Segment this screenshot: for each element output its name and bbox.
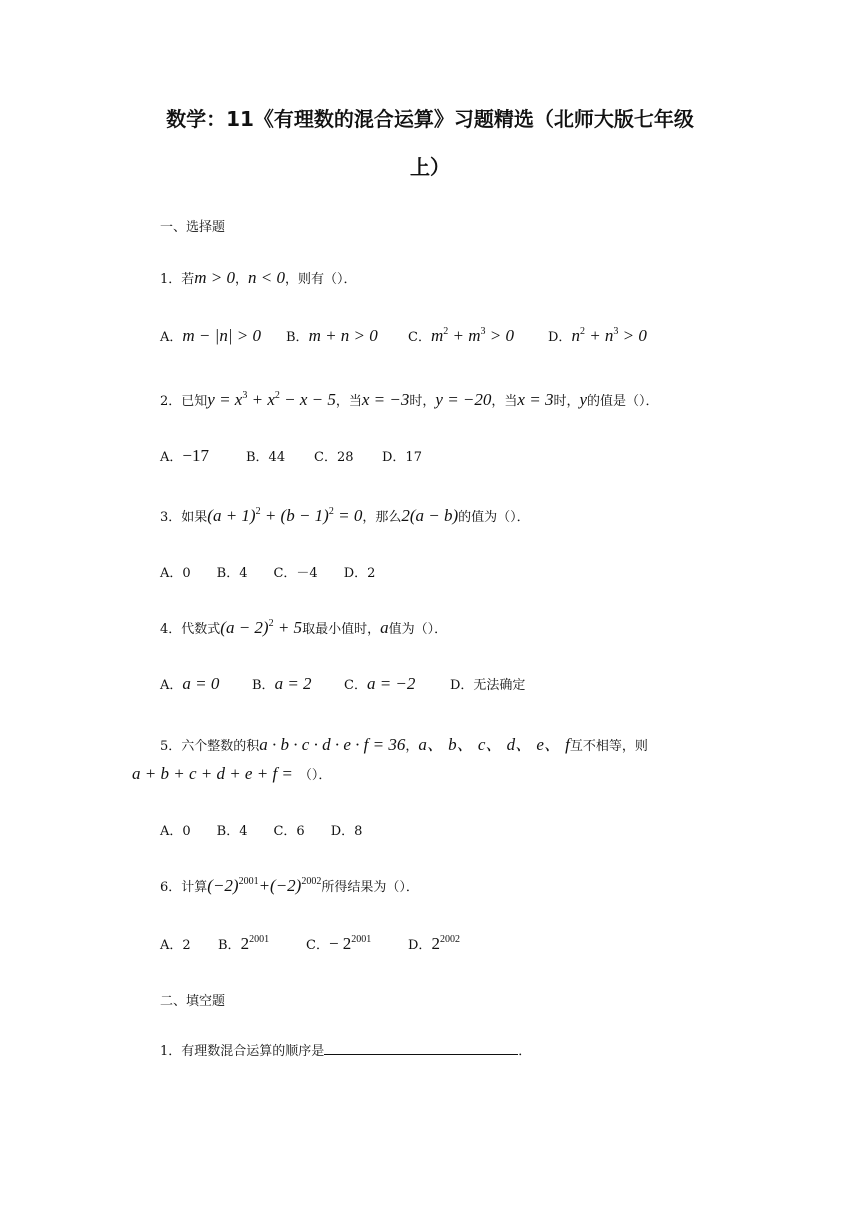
question-6: 6．计算$(-2)^{2001}+(-2)^{2002}$所得结果为（）． (160, 876, 419, 895)
q4-option-d: D．无法确定 (450, 678, 526, 693)
question-2: 2．已知$y = x^3 + x^2 - x - 5$，当x = −3时，y = −20，当x = 3时，y的值是（）． (160, 390, 659, 409)
section-heading-fill: 二、填空题 (160, 994, 226, 1009)
q6-option-d: $2^{2002}$ (431, 934, 460, 953)
question-3-options: A．0 B．4 C．－4 D．2 (160, 566, 376, 581)
question-6-options: A．2 B．$2^{2001}$ C．− $2^{2001}$ D．$2^{2002}$ (160, 934, 460, 953)
math-2-a-minus-b: 2(a − b) (401, 506, 459, 525)
question-1: 1．若m > 0，n < 0，则有（）． (160, 268, 357, 287)
math-q6-expression: $(-2)^{2001}+(-2)^{2002}$ (207, 876, 322, 895)
question-4-options: A．a = 0 B．a = 2 C．a = −2 D．无法确定 (160, 674, 526, 693)
math-q3-equation: $(a + 1)^2 + (b - 1)^2 = 0$ (207, 506, 363, 525)
math-x-neg3: x = −3 (361, 390, 410, 409)
q6-option-c: − $2^{2001}$ (328, 934, 372, 953)
q4-option-b: a = 2 (274, 674, 312, 693)
question-2-options: A．−17 B．44 C．28 D．17 (160, 446, 422, 465)
q2-option-b: B．44 (246, 450, 286, 465)
math-y-function: $y = x^3 + x^2 - x - 5$ (207, 390, 336, 409)
question-1-options: A．m − |n| > 0 B．m + n > 0 C．$m^2 + m^3 > 0$ D．$n^2 + n^3 > 0$ (160, 326, 647, 345)
q2-option-d: D．17 (382, 450, 422, 465)
q4-option-a: a = 0 (182, 674, 220, 693)
math-m-gt-0: m > 0 (194, 268, 236, 287)
question-5-continued: a + b + c + d + e + f = （）． (132, 764, 332, 783)
answer-blank[interactable] (324, 1042, 518, 1055)
q1-option-d: $n^2 + n^3 > 0$ (571, 326, 647, 345)
q2-option-c: C．28 (314, 450, 354, 465)
math-y-neg20: y = −20 (435, 390, 492, 409)
page-title (100, 95, 760, 191)
math-x-3: x = 3 (517, 390, 554, 409)
math-n-lt-0: n < 0 (248, 268, 286, 287)
q2-option-a-value: −17 (182, 446, 209, 465)
q4-option-c: a = −2 (366, 674, 416, 693)
math-sum: a + b + c + d + e + f = (132, 764, 293, 783)
section-heading-choice: 一、选择题 (160, 220, 226, 235)
fill-question-1: 1．有理数混合运算的顺序是 ． (160, 1044, 532, 1059)
q6-option-a: A．2 (160, 938, 191, 953)
question-3: 3．如果$(a + 1)^2 + (b - 1)^2 = 0$，那么2(a − b)的值为（）． (160, 506, 530, 525)
q6-option-b: $2^{2001}$ (240, 934, 270, 953)
math-product-36: a · b · c · d · e · f = 36 (259, 735, 406, 754)
title-line-2: 上） (410, 155, 450, 179)
math-y: y (579, 390, 588, 409)
q1-option-b: m + n > 0 (308, 326, 378, 345)
question-5-options: A．0 B．4 C．6 D．8 (160, 824, 363, 839)
title-line-1: 数学：11《有理数的混合运算》习题精选（北师大版七年级 (166, 107, 694, 131)
q1-option-a: m − |n| > 0 (182, 326, 261, 345)
question-4: 4．代数式$(a - 2)^2 + 5$取最小值时，a值为（）． (160, 618, 448, 637)
question-5: 5．六个整数的积a · b · c · d · e · f = 36，a、 b、 c、 d、 e、 f互不相等，则 (160, 735, 648, 754)
math-variable-list: a、 b、 c、 d、 e、 f (418, 735, 570, 754)
math-a: a (380, 618, 389, 637)
math-q4-expression: $(a - 2)^2 + 5$ (220, 618, 303, 637)
q1-option-c: $m^2 + m^3 > 0$ (430, 326, 514, 345)
